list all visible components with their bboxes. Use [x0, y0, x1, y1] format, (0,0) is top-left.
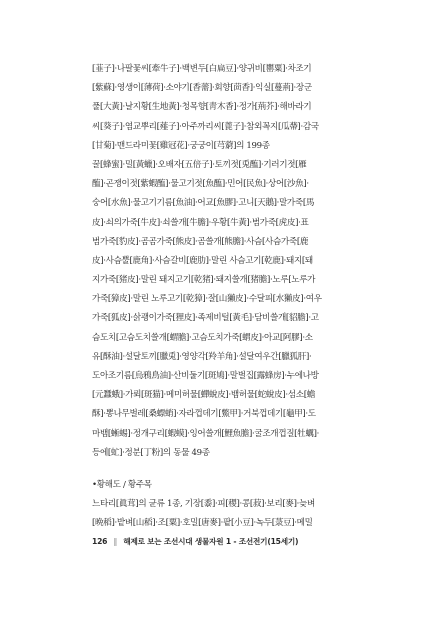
body-line: 풀[大黃]·날지황[生地黃]·청목향[靑木香]·정가[荊芥]·해바라기 [92, 102, 312, 113]
body-line: 숭어[水魚]·물고기기름[魚油]·어교[魚膠]·고니[天鵝]·말가죽[馬 [92, 198, 315, 209]
body-line: 皮]·쇠의가죽[牛皮]·쇠쓸개[牛膽]·우황[牛黃]·범가죽[虎皮]·표 [92, 217, 309, 228]
section-line: [晩稻]·밭벼[山稻]·조[粟]·호밀[唐麥]·팥[小豆]·녹두[菉豆]·메밀 [92, 518, 313, 529]
footer-separator: ‖ [113, 537, 118, 546]
section-heading: •황해도 / 황주목 [92, 479, 152, 490]
body-line: 가죽[獐皮]·말린 노루고기[乾獐]·잘[山獺皮]·수달피[水獺皮]·여우 [92, 294, 322, 305]
body-line: 지가죽[猪皮]·말린 돼지고기[乾猪]·돼지쓸개[猪膽]·노루[노루가 [92, 275, 316, 286]
body-line: [元蠶蛾]·가뢰[斑猫]·메미허물[蟬蛻皮]·뱀허물[蛇蛻皮]·섬소[蟾 [92, 390, 315, 401]
body-line: [韮子]·나팔꽃씨[牽牛子]·백변두[白扁豆]·양귀비[罌粟]·차조기 [92, 64, 312, 74]
running-title: 해제로 보는 조선시대 생물자원 1 - 조선전기(15세기) [123, 537, 299, 546]
page-number: 126 [92, 537, 108, 546]
section-body [92, 495, 354, 533]
body-line: 등에[虻]·정분[丁粉]의 동물 49종 [92, 447, 210, 458]
body-line: 皮]·사슴뿔[鹿角]·사슴갈비[鹿肋]·말린 사슴고기[乾鹿]·돼지[돼 [92, 255, 313, 266]
body-line: [甘菊]·맨드라미꽃[雞冠花]·궁궁이[芎藭]의 199종 [92, 140, 270, 151]
body-line: 도아조기름[烏鴉鳥油]·산비둘기[斑鳩]·말벌집[露蜂房]·누에나방 [92, 371, 319, 381]
section-line: 느타리[眞茸]의 균류 1종, 기장[黍]·피[稷]·콩[菽]·보리[麥]·늦벼 [92, 499, 315, 510]
body-line: 마뱀[蜥蜴]·정개구리[蝦蟆]·잉어쓸개[鯉魚膽]·굴조개껍질[牡蠣]· [92, 428, 320, 439]
body-text [92, 60, 354, 534]
body-line: [紫蘇]·영생이[薄荷]·소야기[香薷]·회향[茴香]·익실[蔓荊]·장군 [92, 83, 312, 94]
body-line: 酥]·뽕나무벌레[桑螵蛸]·자라껍데기[鱉甲]·거북껍데기[龜甲]·도 [92, 409, 316, 420]
body-line: 꿀[蜂蜜]·밀[黃蠟]·오배자[五倍子]·토끼젓[兎醢]·기러기젓[雁 [92, 159, 307, 170]
body-line: 醢]·곤쟁이젓[紫蝦醢]·물고기젓[魚醢]·민어[民魚]·상어[沙魚]· [92, 179, 309, 190]
page-footer [92, 536, 298, 547]
body-line: 가죽[狐皮]·삵괭이가죽[狸皮]·족제비털[黃毛]·담비쓸개[貂膽]·고 [92, 313, 319, 324]
body-line: 범가죽[豹皮]·곰곰가죽[熊皮]·곰쓸개[熊膽]·사슴[사슴가죽[鹿 [92, 236, 309, 247]
body-line: 유[酥油]·설달토끼[臘兎]·영양각[羚羊角]·설달여우간[臘狐肝]· [92, 351, 312, 362]
body-line: 씨[葵子]·염교뿌리[薤子]·아주까리씨[蓖子]·참외꼭지[瓜蔕]·감국 [92, 121, 319, 132]
body-line: 슴도치[고슴도치쓸개[蝟膽]·고슴도치가죽[蝟皮]·아교[阿膠]·소 [92, 332, 313, 343]
